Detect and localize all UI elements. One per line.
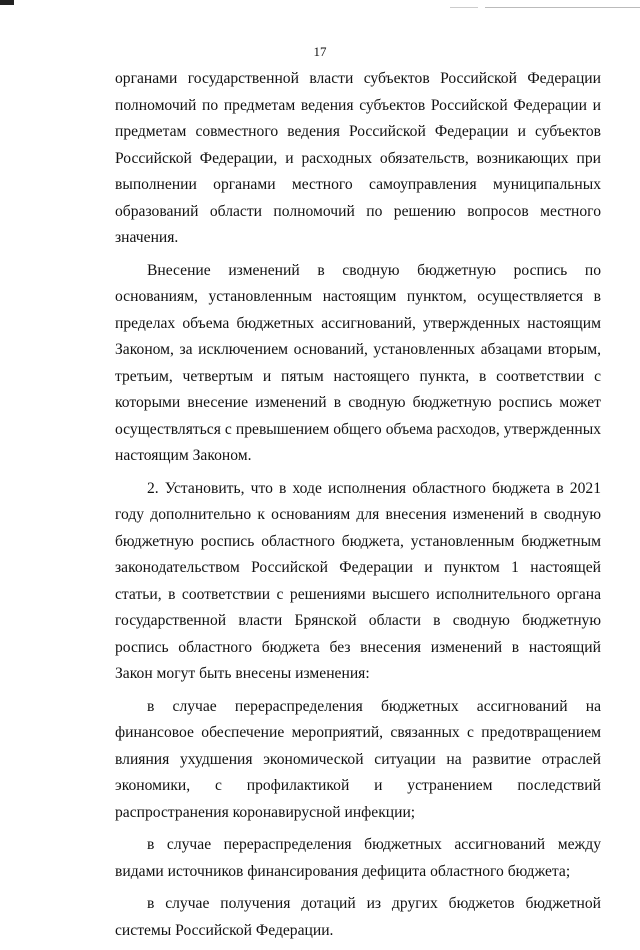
scan-artifact-mark <box>0 0 14 5</box>
scan-artifact-line <box>450 7 478 8</box>
paragraph-item-2: 2. Установить, что в ходе исполнения областного бюджета в 2021 году дополнительно к основаниям для внесения изменений в сводную бюджетную роспись областного бюджета, установленным бюджетным законодательством Российской Федерации и пунктом 1 настоящей статьи, в соответствии с решениями высшего исполнительного органа государственной власти Брянской области в сводную бюджетную роспись областного бюджета без внесения изменений в настоящий Закон могут быть внесены изменения: <box>115 479 601 682</box>
paragraph-continuation: органами государственной власти субъектов Российской Федерации полномочий по предметам ведения субъектов Российской Федерации и предметам совместного ведения Российской Федерации и субъектов Российской Федерации, и расходных обязательств, возникающих при выполнении органами местного самоуправления муниципальных образований области полномочий по решению вопросов местного значения. <box>115 70 601 246</box>
paragraph-case-covid: в случае перераспределения бюджетных ассигнований на финансовое обеспечение мероприятий, связанных с предотвращением влияния ухудшения экономической ситуации на развитие отраслей экономики, с профилактикой и устранением последствий распространения коронавирусной инфекции; <box>115 697 601 821</box>
document-body <box>115 66 601 950</box>
page-number: 17 <box>313 44 327 59</box>
paragraph-case-deficit-sources: в случае перераспределения бюджетных ассигнований между видами источников финансирования дефицита областного бюджета; <box>115 836 601 880</box>
scan-artifact-line <box>485 7 640 8</box>
paragraph-case-subsidies: в случае получения дотаций из других бюджетов бюджетной системы Российской Федерации. <box>115 895 601 939</box>
paragraph-budget-changes: Внесение изменений в сводную бюджетную роспись по основаниям, установленным настоящим пунктом, осуществляется в пределах объема бюджетных ассигнований, утвержденных настоящим Законом, за исключением оснований, установленных абзацами вторым, третьим, четвертым и пятым настоящего пункта, в соответствии с которыми внесение изменений в сводную бюджетную роспись может осуществляться с превышением общего объема расходов, утвержденных настоящим Законом. <box>115 261 601 464</box>
